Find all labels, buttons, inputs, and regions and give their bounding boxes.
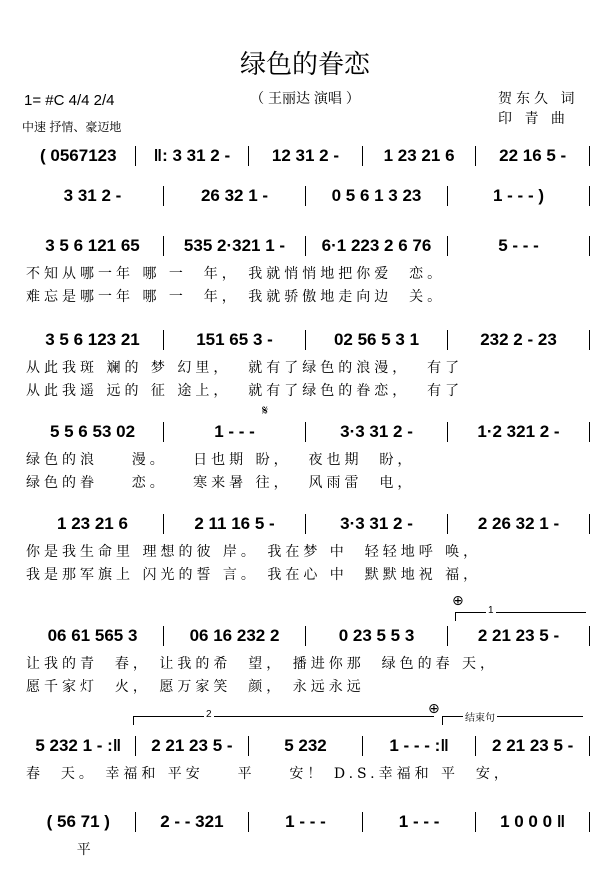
measure: 1·2 321 2 - — [448, 422, 590, 442]
measure: 2 21 23 5 - — [476, 736, 590, 756]
measure: 232 2 - 23 — [448, 330, 590, 350]
coda-sign: ⊕ — [452, 592, 464, 608]
composer: 印 青 曲 — [498, 111, 569, 127]
measure: 1 - - - — [249, 812, 363, 832]
song-title: 绿色的眷恋 — [239, 49, 370, 79]
measure: 2 26 32 1 - — [448, 514, 590, 534]
notation-system — [22, 422, 590, 442]
measure: ( 56 71 ) — [22, 812, 136, 832]
lyric-line: 绿色的眷 恋。 寒来暑 往， 风雨雷 电， — [26, 475, 416, 491]
measure: 1 - - - :‖ — [363, 736, 477, 756]
lyric-line: 愿千家灯 火， 愿万家笑 颜， 永远永远 — [26, 679, 365, 695]
notation-system — [22, 186, 590, 206]
measure: 1 0 0 0 ‖ — [476, 812, 590, 832]
lyric-line: 从此我斑 斓的 梦 幻里， 就有了绿色的浪漫， 有了 — [26, 360, 464, 376]
key-signature: 1= #C 4/4 2/4 — [24, 92, 115, 109]
measure: 2 11 16 5 - — [164, 514, 306, 534]
measure: 5 232 1 - :‖ — [22, 736, 136, 756]
measure: 3·3 31 2 - — [306, 422, 448, 442]
notation-system — [22, 736, 590, 756]
tempo-marking: 中速 抒情、豪迈地 — [22, 120, 122, 134]
measure: 1 - - - — [363, 812, 477, 832]
notation-system — [22, 812, 590, 832]
lyric-line: 你是我生命里 理想的彼 岸。 我在梦 中 轻轻地呼 唤， — [26, 544, 482, 560]
lyric-line: 从此我遥 远的 征 途上， 就有了绿色的眷恋， 有了 — [26, 383, 464, 399]
lyric-line: 平 — [26, 842, 95, 858]
measure: 535 2·321 1 - — [164, 236, 306, 256]
measure: 3·3 31 2 - — [306, 514, 448, 534]
notation-system — [22, 514, 590, 534]
lyric-line: 难忘是哪一年 哪 一 年， 我就骄傲地走向边 关。 — [26, 289, 446, 305]
notation-system — [22, 330, 590, 350]
lyricist: 贺东久 词 — [498, 91, 579, 107]
measure: 2 21 23 5 - — [136, 736, 250, 756]
measure: 3 5 6 121 65 — [22, 236, 164, 256]
measure: 151 65 3 - — [164, 330, 306, 350]
notation-system — [22, 626, 590, 646]
measure: ‖: 3 31 2 - — [136, 146, 250, 166]
ending-bracket: 结束句 — [442, 716, 583, 725]
measure: 6·1 223 2 6 76 — [306, 236, 448, 256]
volta-1: 1 — [455, 612, 586, 621]
measure: 3 31 2 - — [22, 186, 164, 206]
notation-system — [22, 146, 590, 166]
segno-sign: 𝄋 — [262, 402, 269, 418]
lyric-line: 让我的青 春， 让我的希 望， 播进你那 绿色的春 天， — [26, 656, 499, 672]
measure: 2 21 23 5 - — [448, 626, 590, 646]
measure: 3 5 6 123 21 — [22, 330, 164, 350]
measure: 02 56 5 3 1 — [306, 330, 448, 350]
measure: 1 - - - — [164, 422, 306, 442]
measure: 5 232 — [249, 736, 363, 756]
measure: 1 - - - ) — [448, 186, 590, 206]
lyric-line: 春 天。 幸福和 平安 平 安！ D.S.幸福和 平 安， — [26, 766, 512, 782]
measure: 1 23 21 6 — [22, 514, 164, 534]
lyric-line: 绿色的浪 漫。 日也期 盼， 夜也期 盼， — [26, 452, 416, 468]
notation-system — [22, 236, 590, 256]
measure: 12 31 2 - — [249, 146, 363, 166]
measure: 5 5 6 53 02 — [22, 422, 164, 442]
coda-sign-2: ⊕ — [428, 700, 440, 716]
measure: 26 32 1 - — [164, 186, 306, 206]
volta-2: 2 — [133, 716, 434, 725]
measure: 06 16 232 2 — [164, 626, 306, 646]
measure: 0 23 5 5 3 — [306, 626, 448, 646]
measure: ( 0567123 — [22, 146, 136, 166]
measure: 1 23 21 6 — [363, 146, 477, 166]
measure: 0 5 6 1 3 23 — [306, 186, 448, 206]
measure: 06 61 565 3 — [22, 626, 164, 646]
lyric-line: 不知从哪一年 哪 一 年， 我就悄悄地把你爱 恋。 — [26, 266, 446, 282]
singer: （ 王丽达 演唱 ） — [250, 90, 360, 106]
measure: 2 - - 321 — [136, 812, 250, 832]
lyric-line: 我是那军旗上 闪光的誓 言。 我在心 中 默默地祝 福， — [26, 567, 482, 583]
measure: 5 - - - — [448, 236, 590, 256]
measure: 22 16 5 - — [476, 146, 590, 166]
